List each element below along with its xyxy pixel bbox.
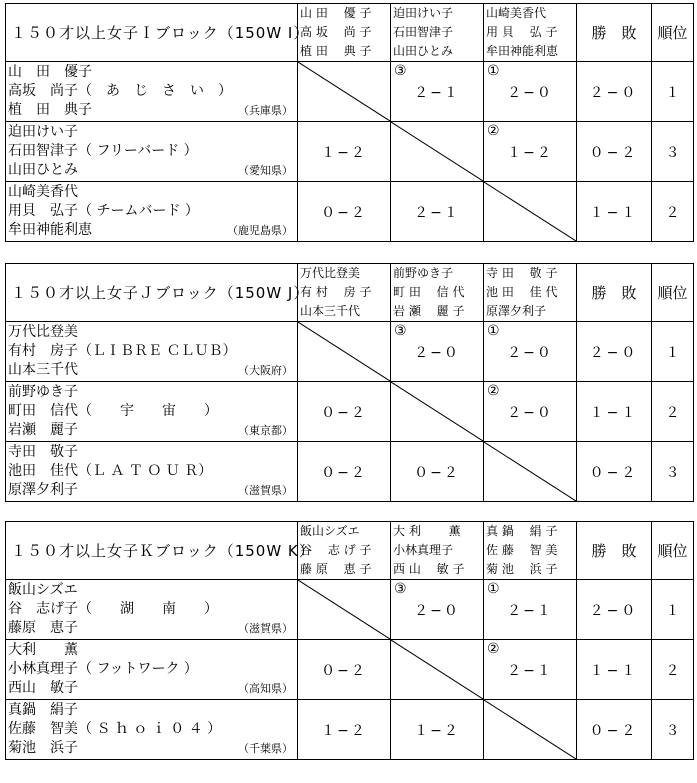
match-score: ２−１: [414, 84, 460, 101]
match-score-cell: [484, 640, 577, 700]
self-match-cell: [298, 322, 391, 382]
result-header: 勝 敗: [577, 4, 652, 62]
block-3: [5, 521, 693, 760]
prefecture-label: （兵庫県）: [238, 104, 293, 118]
header-team-3: [484, 264, 577, 322]
match-score-cell: [391, 580, 484, 640]
diagonal-slash: [484, 182, 576, 241]
prefecture-label: （千葉県）: [238, 742, 293, 756]
diagonal-slash: [298, 62, 390, 121]
header-team-3: [484, 522, 577, 580]
team-cell: [6, 700, 298, 760]
player-line: [6, 720, 297, 739]
rank-value: ２: [652, 640, 694, 700]
header-player-name: 谷 志 げ 子: [300, 543, 372, 557]
block-title: １５０才以上女子Ｊブロック（150W J）: [6, 264, 298, 322]
match-score: ０−２: [321, 204, 367, 221]
prefecture-label: （滋賀県）: [238, 484, 293, 498]
player-line: [6, 183, 297, 202]
player-line: [6, 581, 297, 600]
win-loss-record: ２−０: [577, 580, 652, 640]
table-row: [6, 382, 694, 442]
win-loss-record: ０−２: [577, 442, 652, 502]
rank-value: １: [652, 62, 694, 122]
prefecture-label: （滋賀県）: [238, 622, 293, 636]
player-line: [6, 402, 297, 421]
header-player-name: 西 山 敏 子: [393, 562, 465, 576]
player-text: 原澤夕利子: [8, 482, 78, 499]
header-team-3: [484, 4, 577, 62]
header-player-name: 真 鍋 絹 子: [486, 524, 558, 538]
match-order-mark: ①: [487, 581, 500, 597]
rank-header: 順位: [652, 522, 694, 580]
result-header: 勝 敗: [577, 264, 652, 322]
header-player-name: 山本三千代: [300, 304, 361, 318]
table-row: [6, 182, 694, 242]
header-row: [6, 4, 694, 62]
match-score: ２−０: [507, 404, 553, 421]
player-text: 山本三千代: [8, 362, 78, 379]
prefecture-label: （愛知県）: [238, 164, 293, 178]
player-line: [6, 739, 297, 758]
header-player-name: 山 田 優 子: [300, 6, 372, 20]
player-line: [6, 161, 297, 180]
match-score-cell: [484, 580, 577, 640]
match-score: ２−０: [507, 344, 553, 361]
diagonal-slash: [298, 322, 390, 381]
rank-header: 順位: [652, 264, 694, 322]
team-cell: [6, 182, 298, 242]
player-text: 寺田 敬子: [8, 443, 78, 460]
team-cell: [6, 62, 298, 122]
diagonal-slash: [391, 122, 483, 181]
match-order-mark: ①: [487, 323, 500, 339]
match-score: ０−２: [321, 662, 367, 679]
header-team-2: [391, 264, 484, 322]
match-order-mark: ②: [487, 383, 500, 399]
player-text: 池田 佳代（Ｌ Ａ Ｔ Ｏ Ｕ Ｒ）: [8, 462, 213, 479]
prefecture-label: （東京都）: [238, 424, 293, 438]
player-text: 万代比登美: [8, 323, 78, 340]
rank-value: １: [652, 580, 694, 640]
header-team-2: [391, 522, 484, 580]
match-score: ２−０: [414, 602, 460, 619]
player-text: 山 田 優子: [8, 63, 92, 80]
match-score-cell: [298, 382, 391, 442]
rank-header: 順位: [652, 4, 694, 62]
player-line: [6, 679, 297, 698]
header-team-1: [298, 522, 391, 580]
player-text: 山崎美香代: [8, 183, 78, 200]
match-order-mark: ②: [487, 123, 500, 139]
match-score-cell: [484, 322, 577, 382]
table-row: [6, 62, 694, 122]
header-player-name: 岩 瀬 麗 子: [393, 304, 465, 318]
header-player-name: 植 田 典 子: [300, 44, 372, 58]
header-team-1: [298, 4, 391, 62]
match-score-cell: [298, 640, 391, 700]
header-player-name: 高 坂 尚 子: [300, 25, 372, 39]
header-player-name: 牟田神能利恵: [486, 44, 559, 58]
rank-value: ２: [652, 182, 694, 242]
win-loss-record: ２−０: [577, 62, 652, 122]
header-player-name: 原澤夕利子: [486, 304, 547, 318]
player-text: 飯山シズエ: [8, 581, 78, 598]
header-player-name: 町 田 信 代: [393, 285, 465, 299]
header-player-name: 用 貝 弘 子: [486, 25, 558, 39]
player-line: [6, 142, 297, 161]
results-table: [5, 263, 694, 502]
match-order-mark: ①: [487, 63, 500, 79]
player-text: 高坂 尚子（ あ じ さ い ）: [8, 82, 232, 99]
team-cell: [6, 322, 298, 382]
match-score-cell: [484, 62, 577, 122]
diagonal-slash: [484, 442, 576, 501]
rank-value: ２: [652, 382, 694, 442]
header-player-name: 池 田 佳 代: [486, 285, 558, 299]
self-match-cell: [391, 382, 484, 442]
team-cell: [6, 580, 298, 640]
self-match-cell: [298, 62, 391, 122]
header-player-name: 佐 藤 智 美: [486, 543, 558, 557]
match-score: １−２: [507, 144, 553, 161]
player-text: 植 田 典子: [8, 102, 92, 119]
self-match-cell: [484, 182, 577, 242]
player-text: 牟田神能利恵: [8, 222, 92, 239]
win-loss-record: ２−０: [577, 322, 652, 382]
match-score-cell: [298, 700, 391, 760]
self-match-cell: [484, 442, 577, 502]
results-table: [5, 521, 694, 760]
team-cell: [6, 122, 298, 182]
win-loss-record: １−１: [577, 382, 652, 442]
player-text: 大利 薫: [8, 641, 78, 658]
match-score: １−２: [321, 144, 367, 161]
player-line: [6, 481, 297, 500]
player-line: [6, 443, 297, 462]
rank-value: ３: [652, 442, 694, 502]
match-score-cell: [484, 122, 577, 182]
block-title: １５０才以上女子Ｋブロック（150W K）: [6, 522, 298, 580]
block-1: [5, 3, 693, 242]
header-player-name: 有 村 房 子: [300, 285, 372, 299]
header-player-name: 万代比登美: [300, 266, 361, 280]
match-score: １−２: [414, 722, 460, 739]
player-line: [6, 462, 297, 481]
prefecture-label: （大阪府）: [238, 364, 293, 378]
header-player-name: 藤 原 恵 子: [300, 562, 372, 576]
match-score-cell: [391, 62, 484, 122]
self-match-cell: [391, 640, 484, 700]
header-player-name: 飯山シズエ: [300, 524, 360, 538]
player-text: 西山 敏子: [8, 680, 78, 697]
table-row: [6, 322, 694, 382]
player-line: [6, 619, 297, 638]
header-player-name: 石田智津子: [393, 25, 454, 39]
table-row: [6, 442, 694, 502]
header-player-name: 大 利 薫: [393, 524, 461, 538]
win-loss-record: ０−２: [577, 122, 652, 182]
player-line: [6, 342, 297, 361]
block-2: [5, 263, 693, 502]
match-score: １−２: [321, 722, 367, 739]
player-text: 谷 志げ子（ 湖 南 ）: [8, 600, 218, 617]
player-line: [6, 221, 297, 240]
match-score: ２−０: [507, 84, 553, 101]
player-text: 前野ゆき子: [8, 383, 78, 400]
match-score-cell: [391, 322, 484, 382]
header-player-name: 迫田けい子: [393, 6, 454, 20]
diagonal-slash: [484, 700, 576, 759]
table-row: [6, 640, 694, 700]
match-score: ２−１: [414, 204, 460, 221]
header-row: [6, 522, 694, 580]
player-line: [6, 323, 297, 342]
player-text: 小林真理子（ フットワーク ）: [8, 660, 198, 677]
player-text: 山田ひとみ: [8, 162, 78, 179]
player-line: [6, 660, 297, 679]
player-text: 用貝 弘子（ チームバード ）: [8, 202, 199, 219]
match-score: ２−１: [507, 662, 553, 679]
player-text: 岩瀬 麗子: [8, 422, 78, 439]
header-player-name: 菊 池 浜 子: [486, 562, 558, 576]
match-score: ０−２: [321, 464, 367, 481]
player-text: 町田 信代（ 宇 宙 ）: [8, 402, 218, 419]
player-text: 真鍋 絹子: [8, 701, 78, 718]
player-line: [6, 701, 297, 720]
header-team-2: [391, 4, 484, 62]
player-text: 菊池 浜子: [8, 740, 78, 757]
win-loss-record: １−１: [577, 640, 652, 700]
win-loss-record: ０−２: [577, 700, 652, 760]
player-line: [6, 101, 297, 120]
player-line: [6, 383, 297, 402]
player-line: [6, 63, 297, 82]
player-line: [6, 421, 297, 440]
rank-value: １: [652, 322, 694, 382]
header-team-1: [298, 264, 391, 322]
header-player-name: 前野ゆき子: [393, 266, 454, 280]
rank-value: ３: [652, 122, 694, 182]
match-score-cell: [298, 122, 391, 182]
header-player-name: 山崎美香代: [486, 6, 547, 20]
match-score-cell: [298, 442, 391, 502]
player-text: 石田智津子（ フリーバード ）: [8, 142, 198, 159]
diagonal-slash: [298, 580, 390, 639]
match-order-mark: ③: [394, 323, 407, 339]
player-text: 藤原 恵子: [8, 620, 78, 637]
result-header: 勝 敗: [577, 522, 652, 580]
match-score: ２−１: [507, 602, 553, 619]
player-text: 佐藤 智美（ Ｓ ｈ ｏ ｉ ０ ４ ）: [8, 720, 222, 737]
player-line: [6, 82, 297, 101]
header-player-name: 小林真理子: [393, 543, 454, 557]
prefecture-label: （鹿児島県）: [227, 224, 293, 238]
match-score-cell: [391, 182, 484, 242]
team-cell: [6, 442, 298, 502]
player-line: [6, 202, 297, 221]
match-score-cell: [298, 182, 391, 242]
player-text: 有村 房子（ＬＩＢＲＥ ＣＬＵＢ）: [8, 342, 237, 359]
self-match-cell: [298, 580, 391, 640]
table-row: [6, 122, 694, 182]
header-player-name: 山田ひとみ: [393, 44, 454, 58]
match-score-cell: [484, 382, 577, 442]
self-match-cell: [391, 122, 484, 182]
player-line: [6, 361, 297, 380]
match-score: ０−２: [414, 464, 460, 481]
player-line: [6, 123, 297, 142]
table-row: [6, 580, 694, 640]
rank-value: ３: [652, 700, 694, 760]
match-score-cell: [391, 442, 484, 502]
block-title: １５０才以上女子Ｉブロック（150W I）: [6, 4, 298, 62]
table-row: [6, 700, 694, 760]
self-match-cell: [484, 700, 577, 760]
results-table: [5, 3, 694, 242]
team-cell: [6, 640, 298, 700]
prefecture-label: （高知県）: [238, 682, 293, 696]
match-order-mark: ③: [394, 581, 407, 597]
diagonal-slash: [391, 640, 483, 699]
match-score: ０−２: [321, 404, 367, 421]
match-order-mark: ③: [394, 63, 407, 79]
team-cell: [6, 382, 298, 442]
match-order-mark: ②: [487, 641, 500, 657]
header-player-name: 寺 田 敬 子: [486, 266, 558, 280]
match-score: ２−０: [414, 344, 460, 361]
player-text: 迫田けい子: [8, 123, 78, 140]
win-loss-record: １−１: [577, 182, 652, 242]
header-row: [6, 264, 694, 322]
player-line: [6, 641, 297, 660]
diagonal-slash: [391, 382, 483, 441]
match-score-cell: [391, 700, 484, 760]
player-line: [6, 600, 297, 619]
